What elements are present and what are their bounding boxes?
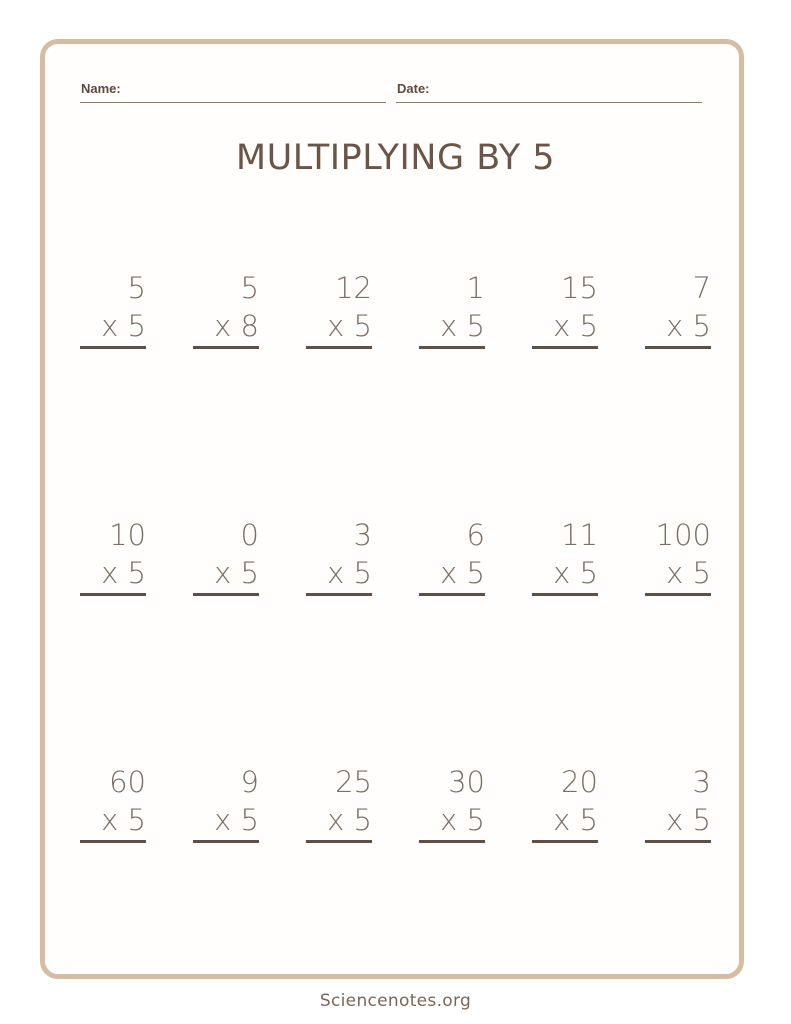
answer-line xyxy=(645,346,711,349)
problem-18 xyxy=(645,765,711,848)
answer-line xyxy=(532,840,598,843)
problem-top-number: 25 xyxy=(335,765,372,799)
problem-16 xyxy=(419,765,485,848)
answer-line xyxy=(532,346,598,349)
answer-line xyxy=(306,593,372,596)
problem-9 xyxy=(306,518,372,601)
problem-top-number: 100 xyxy=(655,518,711,552)
problem-6 xyxy=(645,271,711,354)
problem-multiplier: x 5 xyxy=(101,556,146,590)
problem-7 xyxy=(80,518,146,601)
problem-5 xyxy=(532,271,598,354)
date-field[interactable] xyxy=(396,78,702,103)
answer-line xyxy=(80,840,146,843)
problem-top-number: 20 xyxy=(561,765,598,799)
problem-13 xyxy=(80,765,146,848)
answer-line xyxy=(80,593,146,596)
problem-multiplier: x 8 xyxy=(214,309,259,343)
problem-top-number: 0 xyxy=(240,518,259,552)
answer-line xyxy=(419,840,485,843)
problem-12 xyxy=(645,518,711,601)
problem-multiplier: x 5 xyxy=(666,556,711,590)
name-label: Name: xyxy=(81,81,121,96)
problem-top-number: 6 xyxy=(466,518,485,552)
problem-top-number: 7 xyxy=(692,271,711,305)
problem-multiplier: x 5 xyxy=(440,556,485,590)
problem-multiplier: x 5 xyxy=(214,803,259,837)
problem-2 xyxy=(193,271,259,354)
problem-top-number: 5 xyxy=(240,271,259,305)
answer-line xyxy=(193,346,259,349)
date-label: Date: xyxy=(397,81,430,96)
problem-multiplier: x 5 xyxy=(666,803,711,837)
problem-top-number: 1 xyxy=(466,271,485,305)
answer-line xyxy=(193,593,259,596)
problem-top-number: 12 xyxy=(335,271,372,305)
problem-top-number: 15 xyxy=(561,271,598,305)
problem-multiplier: x 5 xyxy=(440,309,485,343)
problem-multiplier: x 5 xyxy=(553,556,598,590)
answer-line xyxy=(532,593,598,596)
answer-line xyxy=(419,593,485,596)
problem-top-number: 9 xyxy=(240,765,259,799)
name-field[interactable] xyxy=(80,78,386,103)
problem-top-number: 3 xyxy=(692,765,711,799)
problem-top-number: 60 xyxy=(109,765,146,799)
problem-14 xyxy=(193,765,259,848)
problem-8 xyxy=(193,518,259,601)
problem-multiplier: x 5 xyxy=(553,309,598,343)
problem-multiplier: x 5 xyxy=(666,309,711,343)
footer-site-credit: Sciencenotes.org xyxy=(319,991,472,1011)
problem-10 xyxy=(419,518,485,601)
problem-multiplier: x 5 xyxy=(440,803,485,837)
answer-line xyxy=(306,346,372,349)
answer-line xyxy=(645,840,711,843)
problem-top-number: 10 xyxy=(109,518,146,552)
answer-line xyxy=(419,346,485,349)
problem-3 xyxy=(306,271,372,354)
problem-15 xyxy=(306,765,372,848)
problem-multiplier: x 5 xyxy=(327,309,372,343)
problem-multiplier: x 5 xyxy=(101,309,146,343)
answer-line xyxy=(193,840,259,843)
answer-line xyxy=(306,840,372,843)
problem-top-number: 30 xyxy=(448,765,485,799)
problem-top-number: 3 xyxy=(353,518,372,552)
worksheet-title: MULTIPLYING BY 5 xyxy=(235,138,556,178)
problem-17 xyxy=(532,765,598,848)
problem-multiplier: x 5 xyxy=(101,803,146,837)
problem-top-number: 5 xyxy=(127,271,146,305)
problem-top-number: 11 xyxy=(561,518,598,552)
answer-line xyxy=(80,346,146,349)
problem-11 xyxy=(532,518,598,601)
problem-multiplier: x 5 xyxy=(327,556,372,590)
problem-1 xyxy=(80,271,146,354)
answer-line xyxy=(645,593,711,596)
problem-multiplier: x 5 xyxy=(327,803,372,837)
problem-multiplier: x 5 xyxy=(214,556,259,590)
problem-multiplier: x 5 xyxy=(553,803,598,837)
problem-4 xyxy=(419,271,485,354)
